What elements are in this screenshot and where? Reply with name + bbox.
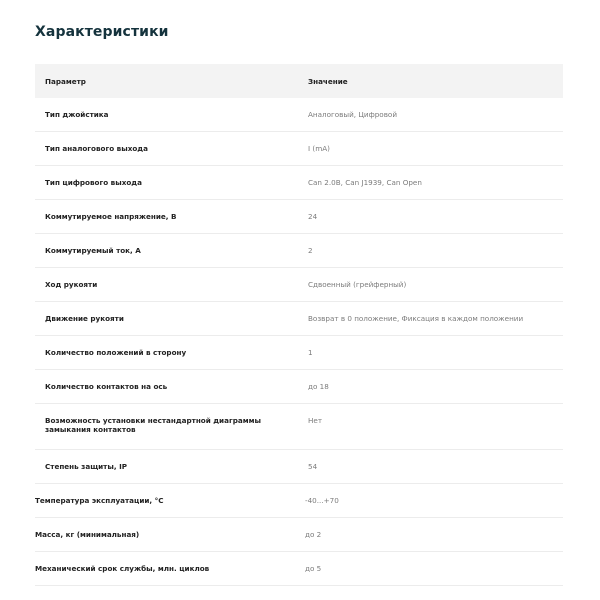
row-param: Количество положений в сторону bbox=[45, 348, 187, 357]
table-row bbox=[35, 370, 563, 404]
row-value: 24 bbox=[308, 212, 318, 221]
row-param: Механический срок службы, млн. циклов bbox=[35, 564, 210, 573]
row-value: Нет bbox=[308, 416, 323, 425]
row-param: Тип джойстика bbox=[45, 110, 109, 119]
table-row bbox=[35, 132, 563, 166]
table-row bbox=[35, 518, 563, 552]
table-row bbox=[35, 302, 563, 336]
page-title: Характеристики bbox=[35, 24, 169, 40]
specs-table bbox=[35, 64, 563, 586]
row-value: Can 2.0B, Can J1939, Can Open bbox=[308, 178, 422, 187]
row-param: Движение рукояти bbox=[45, 314, 124, 323]
row-value: I (mA) bbox=[308, 144, 330, 153]
row-value: Возврат в 0 положение, Фиксация в каждом положении bbox=[308, 314, 524, 323]
row-param: Степень защиты, IP bbox=[45, 462, 128, 471]
table-row bbox=[35, 450, 563, 484]
row-param: Тип аналогового выхода bbox=[45, 144, 148, 153]
row-param: Коммутируемый ток, А bbox=[45, 246, 141, 255]
table-header bbox=[35, 64, 563, 98]
row-value: до 18 bbox=[308, 382, 329, 391]
table-row bbox=[35, 552, 563, 586]
row-param: Ход рукояти bbox=[45, 280, 98, 289]
table-row bbox=[35, 234, 563, 268]
row-value: Сдвоенный (грейферный) bbox=[308, 280, 407, 289]
table-row bbox=[35, 336, 563, 370]
header-value: Значение bbox=[308, 76, 348, 86]
row-value: до 5 bbox=[305, 564, 322, 573]
row-param: Температура эксплуатации, °C bbox=[35, 496, 164, 505]
row-param: Возможность установки нестандартной диаграммы замыкания контактов bbox=[45, 416, 261, 434]
header-param: Параметр bbox=[45, 76, 86, 86]
table-row bbox=[35, 98, 563, 132]
table-row bbox=[35, 268, 563, 302]
row-param: Масса, кг (минимальная) bbox=[35, 530, 140, 539]
row-value: 54 bbox=[308, 462, 318, 471]
table-row bbox=[35, 484, 563, 518]
table-row bbox=[35, 166, 563, 200]
row-value: 2 bbox=[308, 246, 313, 255]
row-param: Количество контактов на ось bbox=[45, 382, 168, 391]
table-row bbox=[35, 200, 563, 234]
row-value: -40...+70 bbox=[305, 496, 339, 505]
row-param: Тип цифрового выхода bbox=[45, 178, 142, 187]
table-row bbox=[35, 404, 563, 450]
row-param: Коммутируемое напряжение, В bbox=[45, 212, 177, 221]
row-value: до 2 bbox=[305, 530, 322, 539]
row-value: Аналоговый, Цифровой bbox=[308, 110, 397, 119]
row-value: 1 bbox=[308, 348, 313, 357]
